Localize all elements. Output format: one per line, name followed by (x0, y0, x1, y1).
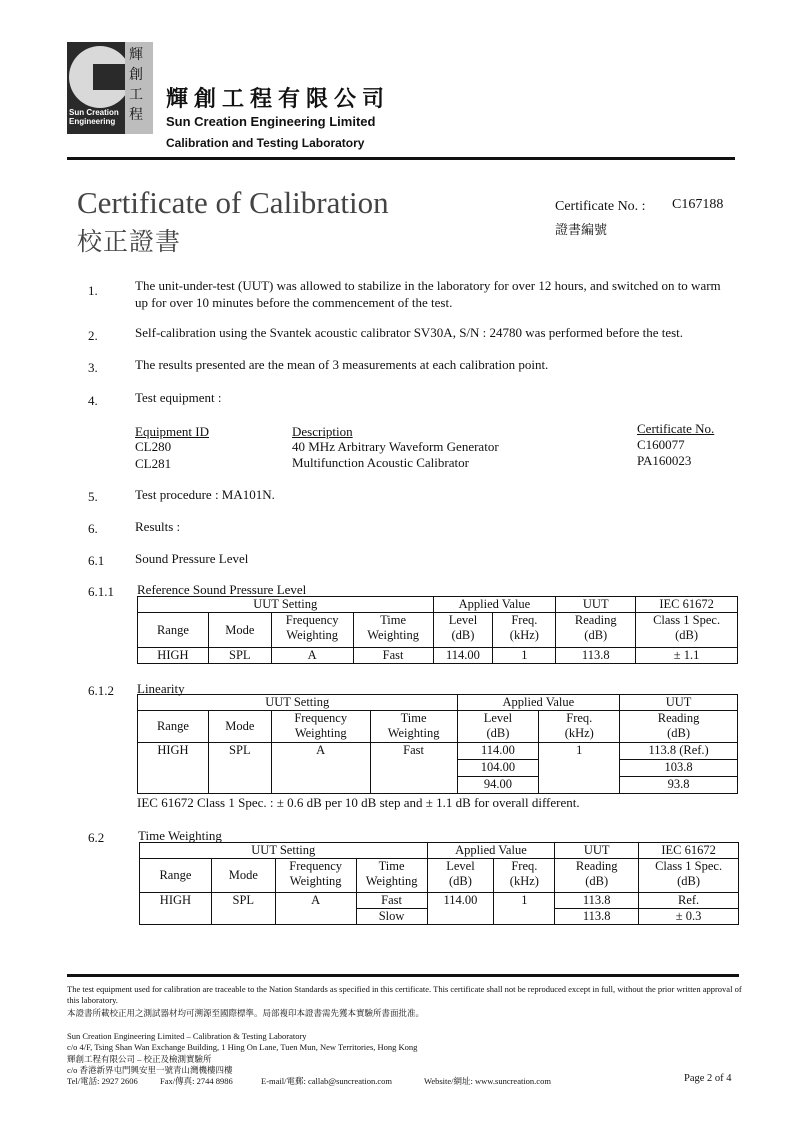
section-title: Time Weighting (138, 828, 222, 843)
results-label: Results : (135, 519, 181, 534)
company-logo (67, 42, 153, 134)
cell-frequency-weighting: A (275, 893, 356, 925)
header-uut-setting: UUT Setting (138, 597, 434, 613)
cell-spec: Ref. (639, 893, 739, 909)
cell-reading: 113.8 (556, 648, 636, 664)
header-applied-value: Applied Value (433, 597, 556, 613)
equipment-certificate: PA160023 (637, 453, 692, 468)
address-line: Sun Creation Engineering Limited – Calibration & Testing Laboratory (67, 1031, 307, 1041)
item-number: 4. (88, 393, 98, 408)
header-range: Range (138, 613, 209, 648)
certificate-title-cn: 校正證書 (77, 229, 182, 256)
header-applied-value: Applied Value (457, 695, 620, 711)
header-level: Level (dB) (457, 711, 539, 743)
traceability-note: The test equipment used for calibration are traceable to the Nation Standards as specified in this certificate. This certificate shall not be reproduced except in full, without the prior written approval of this laboratory. (67, 984, 742, 1005)
cell-range: HIGH (140, 893, 212, 925)
traceability-note-cn: 本證書所載校正用之測試器材均可溯源至國際標準。局部複印本證書需先獲本實驗所書面批准。 (67, 1008, 425, 1018)
header-rule (67, 157, 735, 160)
header-reading: Reading (dB) (556, 613, 636, 648)
equipment-id: CL280 (135, 439, 172, 454)
header-frequency-weighting: Frequency Weighting (275, 859, 356, 893)
item-text: The unit-under-test (UUT) was allowed to stabilize in the laboratory for over 12 hours, and switched on to warm up for over 10 minutes before the commencement of the test. (135, 278, 721, 310)
item-text: The results presented are the mean of 3 measurements at each calibration point. (135, 357, 549, 372)
address-line: c/o 4/F, Tsing Shan Wan Exchange Building, 1 Hing On Lane, Tuen Mun, New Territories, Hong Kong (67, 1042, 418, 1052)
equipment-header-description: Description (292, 424, 353, 439)
header-uut: UUT (555, 843, 639, 859)
fax: Fax/傳真: 2744 8986 (160, 1076, 233, 1086)
lab-name: Calibration and Testing Laboratory (166, 136, 365, 150)
header-iec: IEC 61672 (636, 597, 738, 613)
certificate-number: C167188 (672, 197, 724, 212)
cell-mode: SPL (211, 893, 275, 925)
cell-mode: SPL (208, 743, 271, 794)
header-range: Range (140, 859, 212, 893)
cell-reading: 93.8 (620, 777, 738, 794)
section-title: Reference Sound Pressure Level (137, 582, 307, 597)
header-class-spec: Class 1 Spec. (dB) (636, 613, 738, 648)
cell-mode: SPL (208, 648, 271, 664)
header-reading: Reading (dB) (620, 711, 738, 743)
cell-spec: ± 1.1 (636, 648, 738, 664)
header-applied-value: Applied Value (427, 843, 555, 859)
address-line: c/o 香港新界屯門興安里一號青山灣機樓四樓 (67, 1065, 233, 1075)
certificate-no-label-cn: 證書編號 (555, 222, 608, 237)
section-title: Linearity (137, 681, 185, 696)
footer-rule (67, 974, 739, 977)
cell-reading: 103.8 (620, 760, 738, 777)
header-frequency-weighting: Frequency Weighting (271, 711, 370, 743)
cell-level: 114.00 (427, 893, 494, 925)
equipment-description: Multifunction Acoustic Calibrator (292, 455, 469, 470)
cell-frequency-weighting: A (271, 743, 370, 794)
header-freq: Freq. (kHz) (494, 859, 555, 893)
cell-range: HIGH (138, 648, 209, 664)
header-time-weighting: Time Weighting (353, 613, 433, 648)
header-level: Level (dB) (427, 859, 494, 893)
header-time-weighting: Time Weighting (370, 711, 457, 743)
cell-frequency-weighting: A (271, 648, 353, 664)
header-frequency-weighting: Frequency Weighting (271, 613, 353, 648)
header-uut-setting: UUT Setting (140, 843, 428, 859)
email: E-mail/電郵: callab@suncreation.com (261, 1076, 393, 1086)
cell-level: 114.00 (433, 648, 493, 664)
linearity-spec-note: IEC 61672 Class 1 Spec. : ± 0.6 dB per 10 dB step and ± 1.1 dB for overall different. (137, 795, 580, 810)
item-text: Self-calibration using the Svantek acoustic calibrator SV30A, S/N : 24780 was performed before the test. (135, 325, 684, 340)
test-procedure: Test procedure : MA101N. (135, 487, 275, 502)
header-reading: Reading (dB) (555, 859, 639, 893)
equipment-header-certificate: Certificate No. (637, 421, 715, 436)
cell-time-weighting: Fast (356, 893, 427, 909)
section-number: 6.2 (88, 830, 105, 845)
cell-level: 104.00 (457, 760, 539, 777)
cell-freq: 1 (539, 743, 620, 794)
section-title: Sound Pressure Level (135, 551, 249, 566)
linearity-table (137, 694, 738, 794)
header-time-weighting: Time Weighting (356, 859, 427, 893)
item-number: 6. (88, 521, 98, 536)
header-uut: UUT (620, 695, 738, 711)
certificate-title-en: Certificate of Calibration (77, 185, 389, 220)
address-line: 輝創工程有限公司 – 校正及檢測實驗所 (67, 1054, 212, 1064)
cell-level: 94.00 (457, 777, 539, 794)
header-mode: Mode (211, 859, 275, 893)
cell-range: HIGH (138, 743, 209, 794)
equipment-certificate: C160077 (637, 437, 685, 452)
header-uut: UUT (556, 597, 636, 613)
section-number: 6.1.2 (88, 683, 114, 698)
header-freq: Freq. (kHz) (493, 613, 556, 648)
header-mode: Mode (208, 711, 271, 743)
cell-freq: 1 (494, 893, 555, 925)
section-number: 6.1 (88, 553, 105, 568)
cell-time-weighting: Fast (370, 743, 457, 794)
certificate-no-label: Certificate No. : (555, 199, 646, 214)
section-number: 6.1.1 (88, 584, 114, 599)
item-number: 5. (88, 489, 98, 504)
company-name-cn: 輝創工程有限公司 (166, 86, 391, 111)
cell-reading: 113.8 (555, 909, 639, 925)
logo-chars: 輝創工程 (129, 48, 143, 123)
item-text: Test equipment : (135, 390, 222, 405)
cell-reading: 113.8 (555, 893, 639, 909)
table-row (138, 743, 738, 760)
website: Website/網址: www.suncreation.com (424, 1076, 551, 1086)
cell-time-weighting: Slow (356, 909, 427, 925)
table-row (140, 893, 739, 909)
cell-level: 114.00 (457, 743, 539, 760)
cell-spec: ± 0.3 (639, 909, 739, 925)
item-number: 1. (88, 283, 98, 298)
header-class-spec: Class 1 Spec. (dB) (639, 859, 739, 893)
header-freq: Freq. (kHz) (539, 711, 620, 743)
page-number: Page 2 of 4 (684, 1073, 732, 1084)
header-uut-setting: UUT Setting (138, 695, 458, 711)
cell-freq: 1 (493, 648, 556, 664)
item-number: 3. (88, 360, 98, 375)
cell-reading: 113.8 (Ref.) (620, 743, 738, 760)
company-name-en: Sun Creation Engineering Limited (166, 114, 376, 129)
equipment-header-id: Equipment ID (135, 424, 210, 439)
header-iec: IEC 61672 (639, 843, 739, 859)
equipment-description: 40 MHz Arbitrary Waveform Generator (292, 439, 499, 454)
header-level: Level (dB) (433, 613, 493, 648)
time-weighting-table (139, 842, 739, 925)
cell-time-weighting: Fast (353, 648, 433, 664)
telephone: Tel/電話: 2927 2606 (67, 1076, 138, 1086)
reference-spl-table (137, 596, 738, 664)
equipment-id: CL281 (135, 456, 172, 471)
header-mode: Mode (208, 613, 271, 648)
table-row (138, 648, 738, 664)
item-number: 2. (88, 328, 98, 343)
logo-tagline: Sun Creation Engineering (69, 108, 119, 126)
header-range: Range (138, 711, 209, 743)
